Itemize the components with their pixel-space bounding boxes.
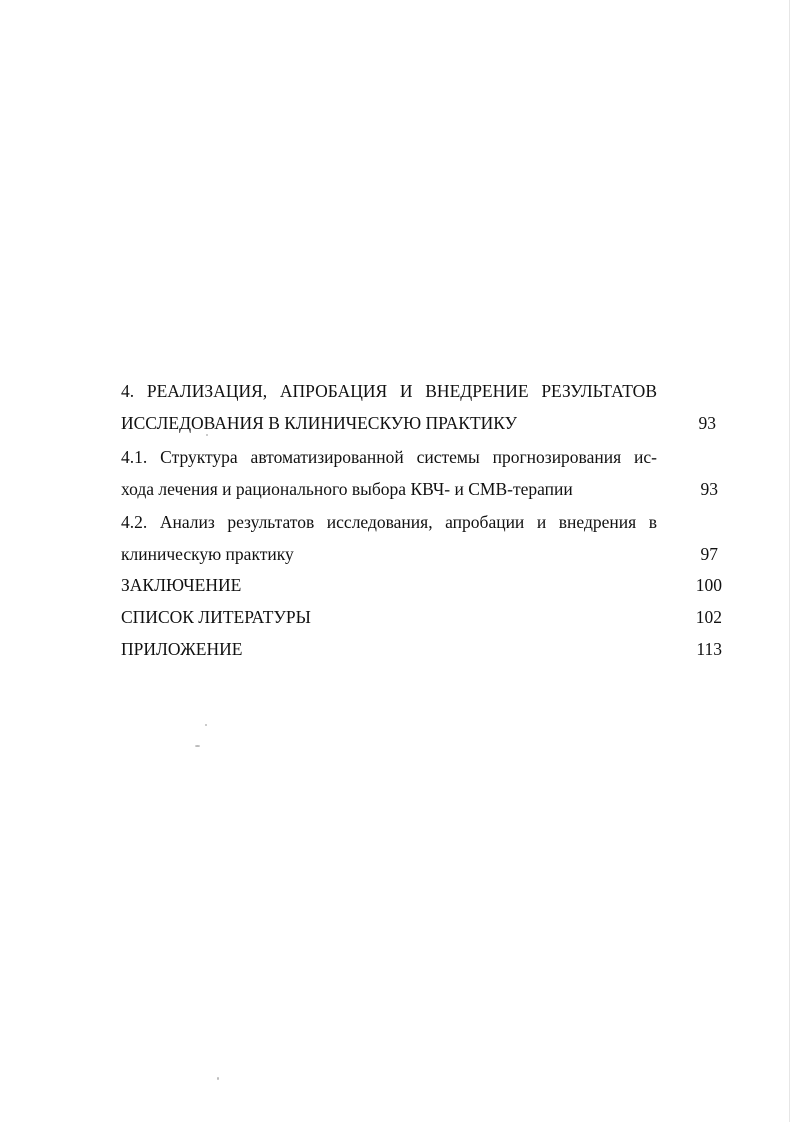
toc-section42-page: 97 <box>700 544 718 564</box>
toc-section41-line2: хода лечения и рационального выбора КВЧ- и СМВ-терапии <box>121 479 573 499</box>
toc-references-page: 102 <box>695 607 722 627</box>
scan-speck <box>217 1077 219 1080</box>
toc-chapter4-line1: 4. РЕАЛИЗАЦИЯ, АПРОБАЦИЯ И ВНЕДРЕНИЕ РЕЗУЛЬТАТОВ <box>121 381 657 401</box>
toc-appendix-title: ПРИЛОЖЕНИЕ <box>121 639 243 659</box>
scan-speck <box>195 745 200 747</box>
scan-speck <box>205 724 207 726</box>
toc-section41-line1: 4.1. Структура автоматизированной системы прогнозирования ис- <box>121 447 657 467</box>
scan-speck <box>206 434 208 436</box>
toc-references-title: СПИСОК ЛИТЕРАТУРЫ <box>121 607 311 627</box>
toc-section42-line2: клиническую практику <box>121 544 294 564</box>
toc-section42-line1: 4.2. Анализ результатов исследования, апробации и внедрения в <box>121 512 657 532</box>
toc-chapter4-line2: ИССЛЕДОВАНИЯ В КЛИНИЧЕСКУЮ ПРАКТИКУ <box>121 413 518 433</box>
toc-chapter4-page: 93 <box>698 413 716 433</box>
toc-conclusion-page: 100 <box>695 575 722 595</box>
toc-conclusion-title: ЗАКЛЮЧЕНИЕ <box>121 575 242 595</box>
scan-edge <box>789 0 790 1122</box>
toc-appendix-page: 113 <box>696 639 722 659</box>
toc-section41-page: 93 <box>700 479 718 499</box>
